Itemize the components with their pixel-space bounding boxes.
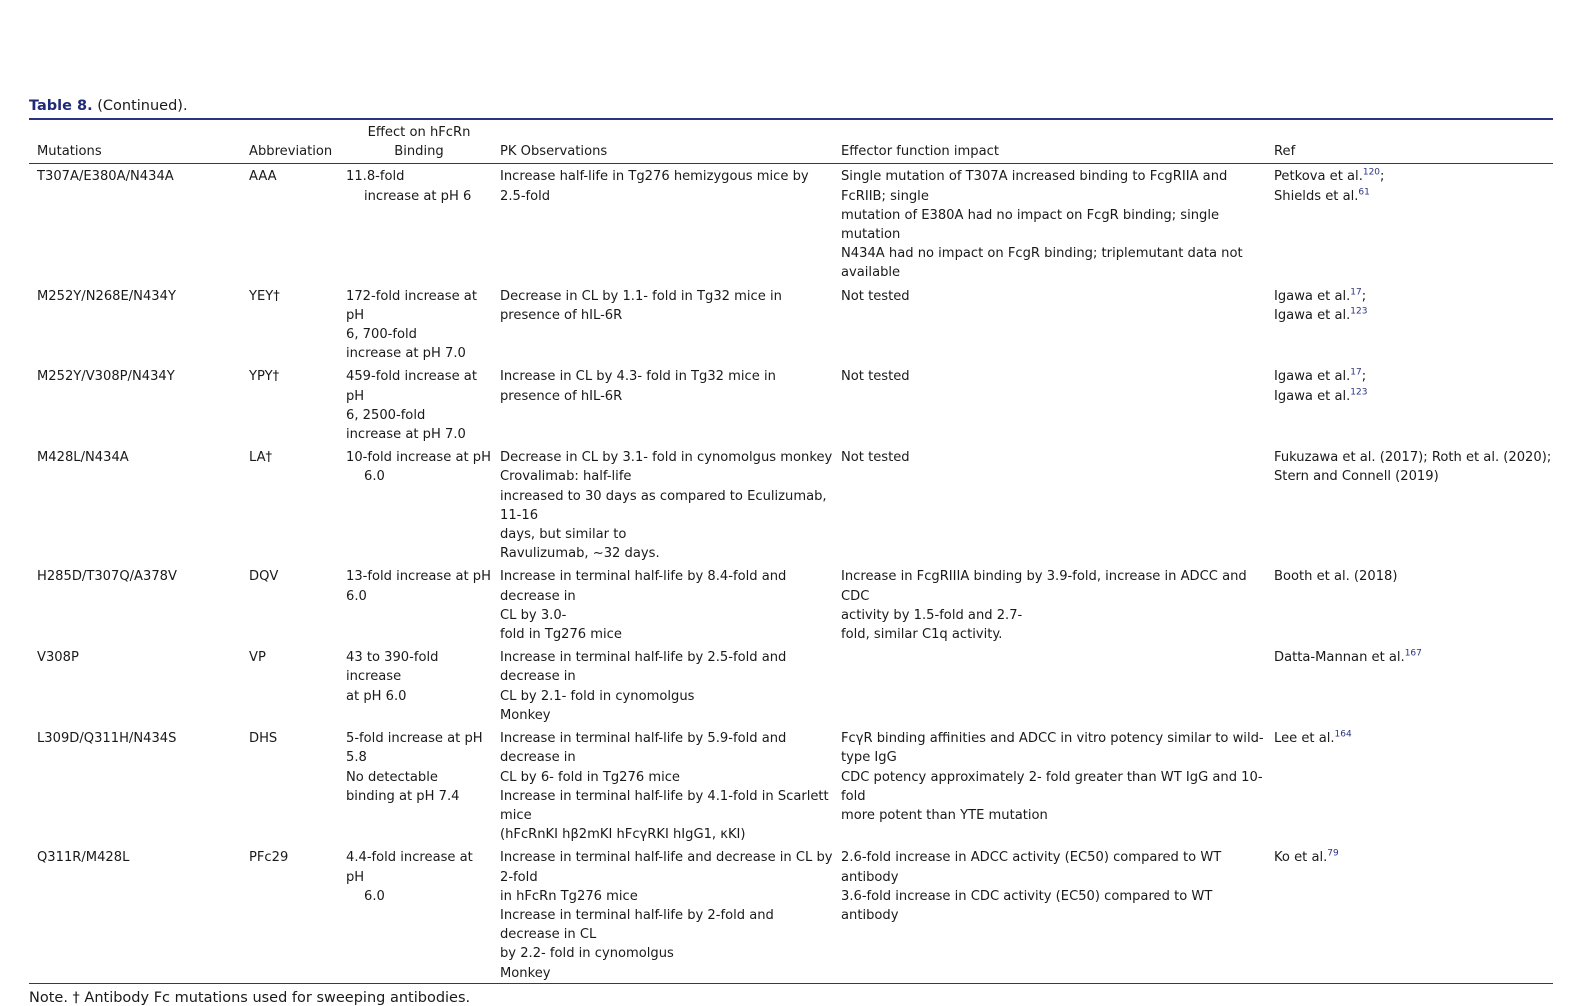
- effector-line: Not tested: [841, 369, 910, 385]
- effect-line: increase at pH 7.0: [346, 427, 466, 443]
- effector-line: more potent than YTE mutation: [841, 807, 1048, 823]
- effect-line: 6.0: [364, 469, 385, 485]
- table-caption-text: (Continued).: [97, 98, 188, 114]
- pk-cell: [492, 444, 833, 563]
- ref-text: Igawa et al.: [1274, 307, 1351, 323]
- effect-cell: [338, 164, 492, 283]
- pk-line: increased to 30 days as compared to Eculizumab, 11-16: [500, 488, 827, 523]
- ref-cell: [1266, 444, 1553, 563]
- ref-text: Shields et al.: [1274, 188, 1359, 204]
- pk-line: Increase in terminal half-life by 2-fold and decrease in CL: [500, 907, 774, 943]
- table-row: [29, 644, 1553, 725]
- abbreviation-cell: AAA: [249, 169, 277, 185]
- table-note: Note. † Antibody Fc mutations used for sweeping antibodies.: [29, 989, 471, 1006]
- effector-line: Single mutation of T307A increased binding to FcgRIIA and FcRIIB; single: [841, 169, 1228, 204]
- effect-line: 5-fold increase at pH 5.8: [346, 731, 483, 766]
- data-table: [29, 120, 1553, 983]
- header-effector: Effector function impact: [841, 144, 999, 160]
- pk-line: Increase in terminal half-life by 5.9-fold and decrease in: [500, 731, 787, 766]
- abbreviation-cell: DHS: [249, 731, 278, 747]
- ref-text: Datta-Mannan et al.: [1274, 650, 1405, 666]
- pk-line: Decrease in CL by 1.1- fold in Tg32 mice in: [500, 288, 782, 304]
- effector-line: mutation of E380A had no impact on FcgR binding; single mutation: [841, 207, 1220, 243]
- abbreviation-cell: LA†: [249, 450, 273, 466]
- pk-cell: [492, 563, 833, 644]
- ref-separator: ;: [1361, 288, 1367, 304]
- ref-text: Petkova et al.: [1274, 169, 1363, 185]
- effect-line: 13-fold increase at pH: [346, 569, 491, 585]
- ref-cell: [1266, 563, 1553, 644]
- ref-citation-number[interactable]: 164: [1334, 729, 1352, 740]
- abbreviation-cell: YEY†: [249, 288, 280, 304]
- header-effect-line2: Binding: [394, 144, 444, 160]
- pk-line: Increase half-life in Tg276 hemizygous mice by 2.5-fold: [500, 169, 809, 204]
- ref-entry[interactable]: [1274, 287, 1553, 306]
- table-container: [29, 96, 1553, 1006]
- pk-line: Increase in terminal half-life by 2.5-fold and decrease in: [500, 650, 787, 685]
- effector-line: FcγR binding affinities and ADCC in vitro potency similar to wild-: [841, 731, 1264, 747]
- ref-text: Fukuzawa et al. (2017); Roth et al. (2020);: [1274, 450, 1552, 466]
- table-caption: [29, 96, 1553, 118]
- header-effect-line1: Effect on hFcRn: [367, 125, 471, 140]
- pk-cell: [492, 363, 833, 444]
- effect-line: No detectable: [346, 769, 438, 785]
- effector-line: 2.6-fold increase in ADCC activity (EC50) compared to WT antibody: [841, 850, 1222, 885]
- header-ref: Ref: [1274, 144, 1296, 160]
- abbreviation-cell: DQV: [249, 569, 279, 585]
- mutation-cell: L309D/Q311H/N434S: [37, 731, 177, 747]
- ref-entry[interactable]: [1274, 729, 1553, 748]
- ref-cell: [1266, 725, 1553, 844]
- pk-cell: [492, 164, 833, 283]
- effector-line: N434A had no impact on FcgR binding; triplemutant data not available: [841, 246, 1243, 281]
- pk-line: in hFcRn Tg276 mice: [500, 888, 638, 904]
- effector-cell: [833, 725, 1266, 844]
- effect-line: 6.0: [364, 888, 385, 904]
- effector-cell: [833, 644, 1266, 725]
- effector-line: fold, similar C1q activity.: [841, 627, 1003, 643]
- pk-cell: [492, 283, 833, 364]
- ref-separator: ;: [1380, 169, 1385, 185]
- ref-entry[interactable]: [1274, 167, 1553, 186]
- pk-line: Increase in CL by 4.3- fold in Tg32 mice in: [500, 369, 776, 385]
- ref-cell: [1266, 283, 1553, 364]
- mutation-cell: T307A/E380A/N434A: [37, 169, 174, 185]
- ref-cell: [1266, 164, 1553, 283]
- pk-line: by 2.2- fold in cynomolgus: [500, 946, 674, 962]
- header-row: [29, 120, 1553, 164]
- pk-line: Increase in terminal half-life by 8.4-fold and decrease in: [500, 569, 787, 604]
- effect-cell: [338, 444, 492, 563]
- ref-entry[interactable]: [1274, 306, 1553, 325]
- effector-line: Not tested: [841, 450, 910, 466]
- ref-entry[interactable]: [1274, 448, 1553, 467]
- effector-line: activity by 1.5-fold and 2.7-: [841, 607, 1023, 623]
- ref-citation-number[interactable]: 17: [1350, 287, 1362, 298]
- header-mutations: Mutations: [37, 144, 102, 160]
- pk-line: CL by 2.1- fold in cynomolgus: [500, 688, 695, 704]
- pk-line: CL by 3.0-: [500, 607, 567, 623]
- effector-line: type IgG: [841, 750, 897, 766]
- pk-line: Monkey: [500, 965, 551, 981]
- ref-entry[interactable]: [1274, 567, 1553, 586]
- abbreviation-cell: YPY†: [249, 369, 280, 385]
- pk-line: days, but similar to: [500, 527, 627, 543]
- effect-line: 172-fold increase at pH: [346, 288, 477, 323]
- ref-text: Igawa et al.: [1274, 369, 1351, 385]
- ref-text: Igawa et al.: [1274, 288, 1351, 304]
- effect-line: 459-fold increase at pH: [346, 369, 477, 404]
- pk-line: presence of hIL-6R: [500, 388, 623, 404]
- pk-line: Decrease in CL by 3.1- fold in cynomolgus monkey: [500, 450, 833, 466]
- ref-cell: [1266, 644, 1553, 725]
- effector-line: 3.6-fold increase in CDC activity (EC50) compared to WT antibody: [841, 888, 1213, 923]
- table-label: Table 8.: [29, 98, 93, 114]
- pk-line: Ravulizumab, ~32 days.: [500, 546, 660, 562]
- effect-line: 4.4-fold increase at pH: [346, 850, 473, 885]
- ref-text: Lee et al.: [1274, 731, 1335, 747]
- pk-cell: [492, 844, 833, 982]
- effector-line: CDC potency approximately 2- fold greater than WT IgG and 10- fold: [841, 769, 1263, 804]
- effect-cell: [338, 844, 492, 982]
- ref-text: Ko et al.: [1274, 850, 1328, 866]
- header-abbreviation: Abbreviation: [249, 144, 333, 160]
- ref-entry[interactable]: [1274, 387, 1553, 406]
- effect-cell: [338, 283, 492, 364]
- effect-line: 6.0: [346, 588, 367, 604]
- mutation-cell: M252Y/V308P/N434Y: [37, 369, 175, 385]
- effect-line: 10-fold increase at pH: [346, 450, 491, 466]
- mutation-cell: Q311R/M428L: [37, 850, 130, 866]
- ref-entry[interactable]: [1274, 648, 1553, 667]
- pk-cell: [492, 725, 833, 844]
- mutation-cell: M428L/N434A: [37, 450, 129, 466]
- pk-line: Monkey: [500, 707, 551, 723]
- pk-line: Crovalimab: half-life: [500, 469, 632, 485]
- pk-line: (hFcRnKI hβ2mKI hFcγRKI hIgG1, κKI): [500, 827, 746, 843]
- ref-citation-number[interactable]: 123: [1350, 306, 1368, 317]
- ref-text: Stern and Connell (2019): [1274, 469, 1439, 485]
- ref-citation-number[interactable]: 123: [1350, 387, 1368, 398]
- effector-cell: [833, 444, 1266, 563]
- pk-cell: [492, 644, 833, 725]
- table-row: [29, 363, 1553, 444]
- effector-cell: [833, 844, 1266, 982]
- ref-entry[interactable]: [1274, 187, 1553, 206]
- ref-entry[interactable]: [1274, 367, 1553, 386]
- effect-line: 11.8-fold: [346, 169, 405, 185]
- header-pk: PK Observations: [500, 144, 608, 160]
- pk-line: fold in Tg276 mice: [500, 627, 622, 643]
- table-row: [29, 563, 1553, 644]
- table-row: [29, 725, 1553, 844]
- header-effect: [338, 120, 492, 164]
- ref-text: Igawa et al.: [1274, 388, 1351, 404]
- pk-line: Increase in terminal half-life and decrease in CL by 2-fold: [500, 850, 833, 885]
- pk-line: CL by 6- fold in Tg276 mice: [500, 769, 680, 785]
- effector-line: Not tested: [841, 288, 910, 304]
- effect-line: 43 to 390-fold increase: [346, 650, 439, 685]
- abbreviation-cell: PFc29: [249, 850, 289, 866]
- ref-cell: [1266, 844, 1553, 982]
- effect-cell: [338, 644, 492, 725]
- effector-cell: [833, 164, 1266, 283]
- ref-entry[interactable]: [1274, 848, 1553, 867]
- effector-cell: [833, 563, 1266, 644]
- effect-cell: [338, 363, 492, 444]
- ref-cell: [1266, 363, 1553, 444]
- abbreviation-cell: VP: [249, 650, 266, 666]
- ref-entry[interactable]: [1274, 467, 1553, 486]
- ref-citation-number[interactable]: 79: [1327, 848, 1339, 859]
- effect-cell: [338, 563, 492, 644]
- effector-cell: [833, 363, 1266, 444]
- effect-line: 6, 700-fold: [346, 327, 417, 343]
- effect-line: increase at pH 6: [364, 188, 472, 204]
- ref-citation-number[interactable]: 167: [1404, 648, 1422, 659]
- pk-line: Increase in terminal half-life by 4.1-fold in Scarlett mice: [500, 788, 829, 823]
- table-row: [29, 283, 1553, 364]
- ref-citation-number[interactable]: 120: [1362, 168, 1381, 179]
- effect-line: 6, 2500-fold: [346, 407, 426, 423]
- effector-line: Increase in FcgRIIIA binding by 3.9-fold, increase in ADCC and CDC: [841, 569, 1247, 604]
- mutation-cell: M252Y/N268E/N434Y: [37, 288, 176, 304]
- mutation-cell: H285D/T307Q/A378V: [37, 569, 177, 585]
- table-row: [29, 164, 1553, 283]
- pk-line: presence of hIL-6R: [500, 307, 623, 323]
- ref-citation-number[interactable]: 61: [1358, 187, 1370, 198]
- ref-citation-number[interactable]: 17: [1350, 368, 1362, 379]
- effect-line: increase at pH 7.0: [346, 346, 466, 362]
- effect-line: at pH 6.0: [346, 688, 407, 704]
- effector-cell: [833, 283, 1266, 364]
- effect-line: binding at pH 7.4: [346, 788, 460, 804]
- table-row: [29, 844, 1553, 982]
- mutation-cell: V308P: [37, 650, 79, 666]
- table-body: [29, 164, 1553, 983]
- table-row: [29, 444, 1553, 563]
- ref-separator: ;: [1361, 369, 1367, 385]
- ref-text: Booth et al. (2018): [1274, 569, 1398, 585]
- bottom-rule: [29, 983, 1553, 984]
- effect-cell: [338, 725, 492, 844]
